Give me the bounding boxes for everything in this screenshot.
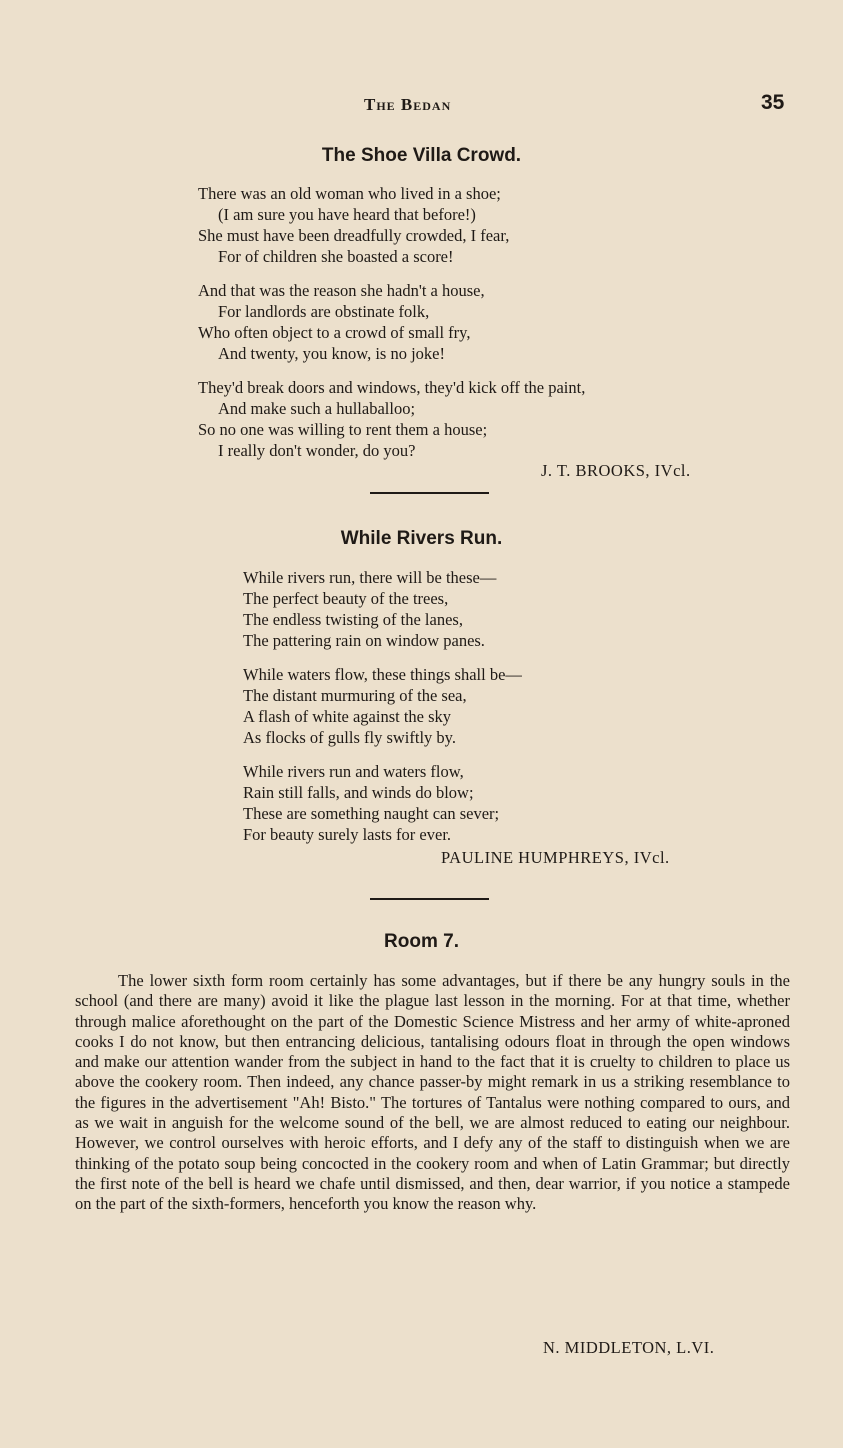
poem-line: While waters flow, these things shall be— <box>243 665 522 684</box>
poem-author: J. T. BROOKS, IVcl. <box>541 461 691 480</box>
poem-line: The distant murmuring of the sea, <box>243 686 467 705</box>
poem-line: (I am sure you have heard that before!) <box>218 205 476 224</box>
poem-line: And twenty, you know, is no joke! <box>218 344 446 363</box>
poem-line: While rivers run, there will be these— <box>243 568 497 587</box>
poem-line: As flocks of gulls fly swiftly by. <box>243 728 456 747</box>
essay-paragraph: The lower sixth form room certainly has some advantages, but if there be any hungry souls in the school (and there are many) avoid it like the plague last lesson in the morning. For at that time, whether through malice aforethought on the part of the Domestic Science Mistress and her army of white-aproned cooks I do not know, but then entrancing delicious, tantalising odours float in through the open windows and make our attention wander from the subject in hand to the fact that it is cruelty to children to place us above the cookery room. Then indeed, any chance passer-by might remark in us a striking resemblance to the figures in the advertisement "Ah! Bisto." The tortures of Tantalus were nothing compared to ours, and as we wait in anguish for the welcome sound of the bell, we are almost reduced to eating our neighbour. However, we control ourselves with heroic efforts, and I defy any of the staff to distinguish when we are thinking of the potato soup being concocted in the cookery room and when of Latin Grammar; but directly the first note of the bell is heard we chafe until dismissed, and then, dear warrior, if you notice a stampede on the part of the sixth-formers, henceforth you know the reason why. <box>75 971 790 1214</box>
poem-line: The perfect beauty of the trees, <box>243 589 449 608</box>
poem-line: These are something naught can sever; <box>243 804 500 823</box>
poem-line: The endless twisting of the lanes, <box>243 610 463 629</box>
poem-line: For landlords are obstinate folk, <box>218 302 430 321</box>
section-divider <box>370 492 489 494</box>
poem-line: For beauty surely lasts for ever. <box>243 825 452 844</box>
poem-line: For of children she boasted a score! <box>218 247 454 266</box>
section-divider <box>370 898 489 900</box>
essay-author: N. MIDDLETON, L.VI. <box>543 1338 715 1357</box>
poem-line: While rivers run and waters flow, <box>243 762 464 781</box>
page-number: 35 <box>761 91 785 114</box>
poem-line: She must have been dreadfully crowded, I fear, <box>198 226 510 245</box>
poem-line: Rain still falls, and winds do blow; <box>243 783 474 802</box>
poem-line: Who often object to a crowd of small fry, <box>198 323 471 342</box>
poem-line: And make such a hullaballoo; <box>218 399 416 418</box>
poem-line: They'd break doors and windows, they'd kick off the paint, <box>198 378 586 397</box>
poem-title-shoe-villa: The Shoe Villa Crowd. <box>321 145 522 166</box>
essay-title-room-7: Room 7. <box>384 931 459 952</box>
poem-author: PAULINE HUMPHREYS, IVcl. <box>441 848 670 867</box>
poem-line: And that was the reason she hadn't a house, <box>198 281 485 300</box>
running-header <box>0 93 843 123</box>
poem-line: The pattering rain on window panes. <box>243 631 485 650</box>
poem-line: So no one was willing to rent them a house; <box>198 420 488 439</box>
journal-title: The Bedan <box>364 95 452 114</box>
poem-line: There was an old woman who lived in a shoe; <box>198 184 501 203</box>
poem-title-while-rivers-run: While Rivers Run. <box>340 528 503 549</box>
poem-line: I really don't wonder, do you? <box>218 441 416 460</box>
essay-body <box>75 971 790 1215</box>
poem-line: A flash of white against the sky <box>243 707 452 726</box>
